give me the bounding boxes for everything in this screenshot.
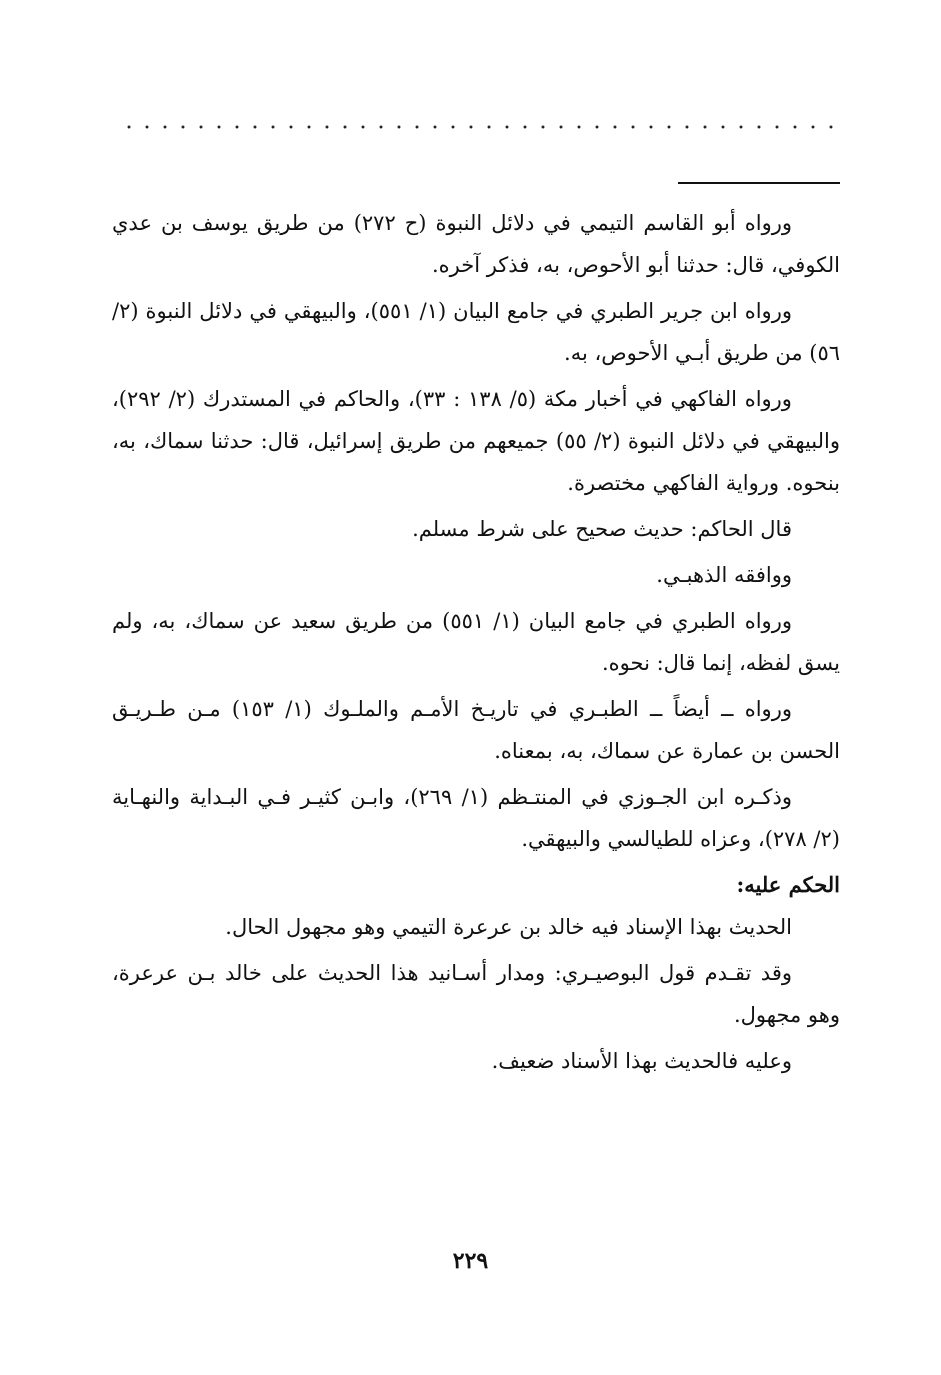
paragraph-ibn-jawzi: وذكـره ابن الجـوزي في المنتـظم (١/ ٢٦٩)، وابـن كثيـر فـي البـداية والنهـاية (٢/ ٢٧٨)، وعزاه للطيالسي والبيهقي. xyxy=(112,785,840,851)
dotted-separator xyxy=(120,124,840,130)
paragraph-ibn-jarir: ورواه ابن جرير الطبري في جامع البيان (١/ ٥٥١)، والبيهقي في دلائل النبوة (٢/ ٥٦) من طريق أبـي الأحوص، به. xyxy=(112,299,840,365)
paragraph-dhahabi: ووافقه الذهبـي. xyxy=(656,563,792,587)
paragraph-isnad-ruling: الحديث بهذا الإسناد فيه خالد بن عرعرة التيمي وهو مجهول الحال. xyxy=(225,915,792,939)
paragraph-tabari-tarikh: ورواه ــ أيضاً ــ الطبـري في تاريـخ الأمـم والملـوك (١/ ١٥٣) مـن طـريـق الحسن بن عمارة عن سماك، به، بمعناه. xyxy=(112,697,840,763)
page-number: ٢٢٩ xyxy=(452,1248,489,1274)
paragraph-busiri: وقد تقـدم قول البوصيـري: ومدار أسـانيد هذا الحديث على خالد بـن عرعرة، وهو مجهول. xyxy=(112,961,840,1027)
section-heading: الحكم عليه: xyxy=(736,872,840,897)
paragraph-conclusion: وعليه فالحديث بهذا الأسناد ضعيف. xyxy=(491,1049,792,1073)
paragraph-hakim-verdict: قال الحاكم: حديث صحيح على شرط مسلم. xyxy=(412,517,792,541)
footnote-rule xyxy=(678,182,840,184)
paragraph-fakihi: ورواه الفاكهي في أخبار مكة (٥/ ١٣٨ : ٣٣)، والحاكم في المستدرك (٢/ ٢٩٢)، والبيهقي في دلائل النبوة (٢/ ٥٥) جميعهم من طريق إسرائيل، قال: حدثنا سماك، به، بنحوه. ورواية الفاكهي مختصرة. xyxy=(112,387,841,495)
page-body xyxy=(112,202,840,1086)
paragraph-abu-qasim-tayimi: ورواه أبو القاسم التيمي في دلائل النبوة (ح ٢٧٢) من طريق يوسف بن عدي الكوفي، قال: حدثنا أبو الأحوص، به، فذكر آخره. xyxy=(112,211,840,277)
paragraph-tabari-saeed: ورواه الطبري في جامع البيان (١/ ٥٥١) من طريق سعيد عن سماك، به، ولم يسق لفظه، إنما قال: نحوه. xyxy=(112,609,840,675)
